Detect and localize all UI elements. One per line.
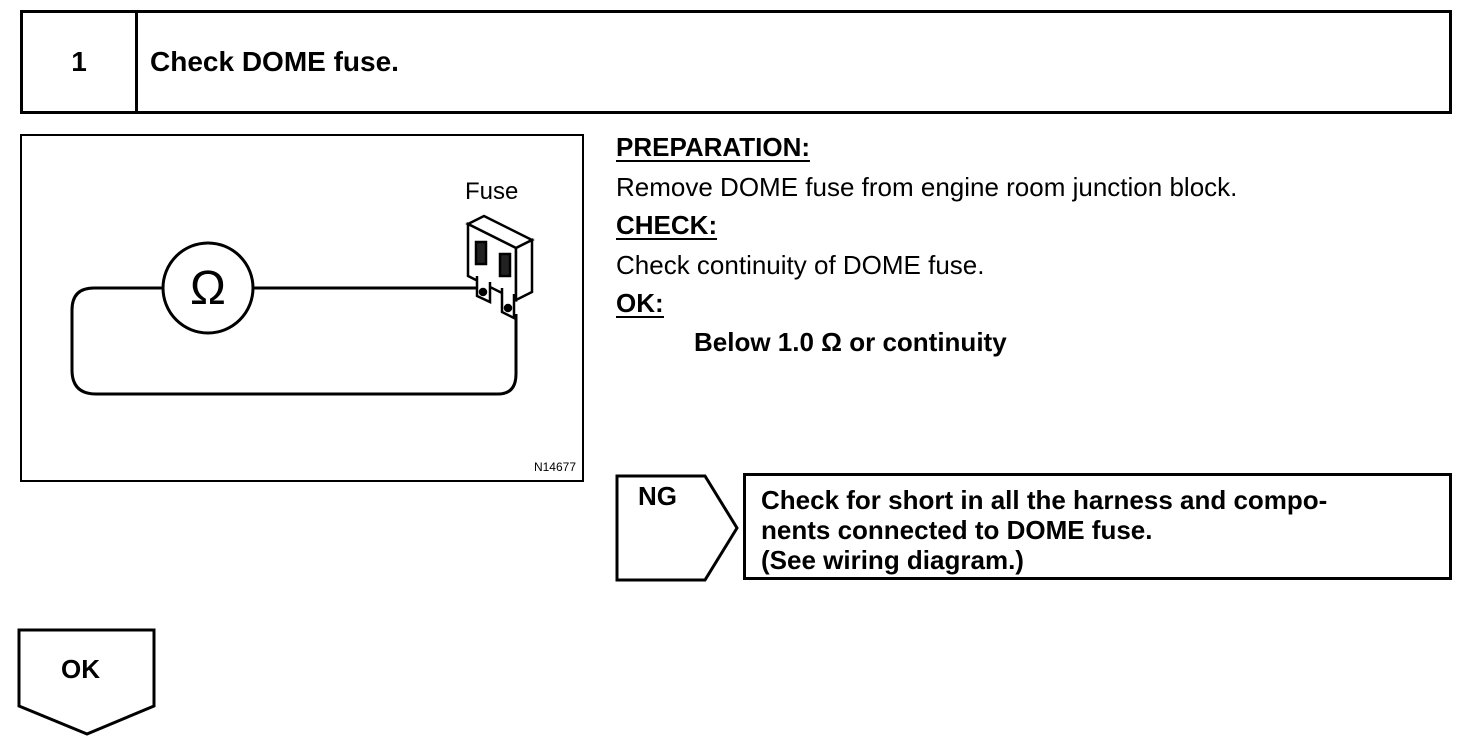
test-lead-wire: [72, 288, 516, 394]
preparation-heading-row: [616, 132, 810, 162]
preparation-text: Remove DOME fuse from engine room junction block.: [616, 172, 1238, 202]
fuse-continuity-illustration: [20, 134, 584, 482]
fuse-icon: [468, 216, 532, 318]
ok-heading: OK:: [616, 288, 664, 318]
ng-action-line-3: (See wiring diagram.): [761, 545, 1024, 575]
ng-action-line-1: Check for short in all the harness and compo-: [761, 485, 1328, 515]
check-heading: CHECK:: [616, 210, 718, 240]
ng-arrow-shape: [615, 474, 739, 582]
ohm-symbol: Ω: [190, 262, 226, 315]
check-text: Check continuity of DOME fuse.: [616, 250, 985, 280]
fuse-label: Fuse: [465, 178, 519, 205]
ng-label: NG: [638, 481, 677, 511]
figure-id: N14677: [533, 460, 576, 474]
ok-label: OK: [61, 654, 100, 684]
ng-action-line-2: nents connected to DOME fuse.: [761, 515, 1153, 545]
preparation-heading: PREPARATION:: [616, 132, 811, 162]
step-header: [20, 10, 1452, 114]
check-heading-row: [616, 210, 717, 240]
ok-spec-text: Below 1.0 Ω or continuity: [694, 327, 1007, 357]
ng-action-box: [743, 473, 1452, 580]
ok-heading-row: [616, 288, 664, 318]
step-title: Check DOME fuse.: [150, 46, 399, 77]
step-number: 1: [23, 13, 138, 111]
